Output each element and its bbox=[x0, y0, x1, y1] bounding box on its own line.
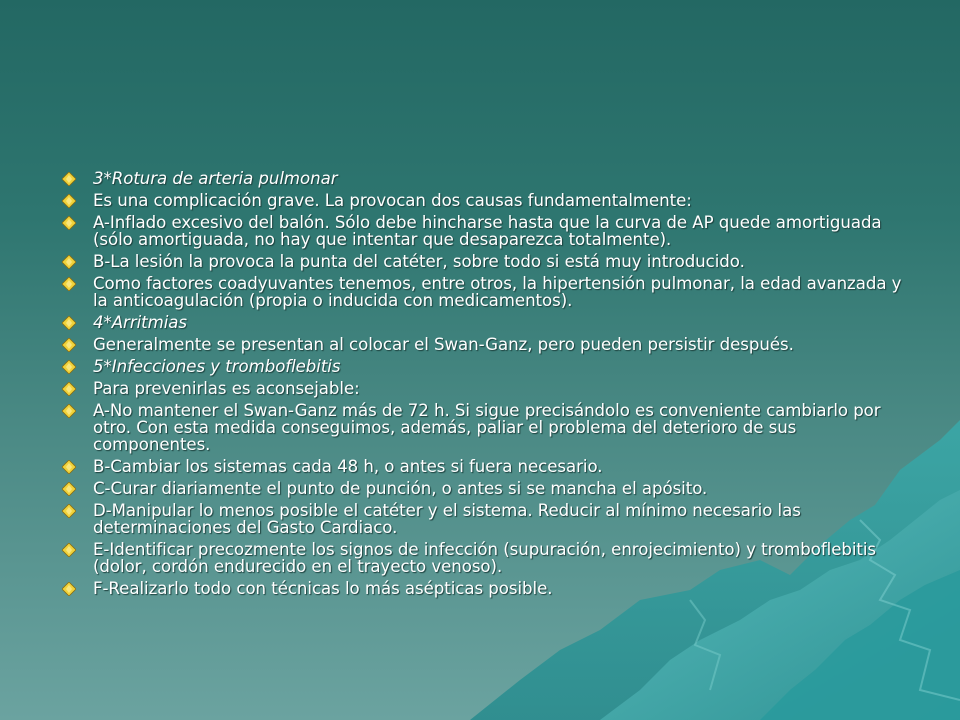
diamond-bullet-icon bbox=[62, 216, 76, 230]
diamond-bullet-icon bbox=[62, 194, 76, 208]
list-item-text: Generalmente se presentan al colocar el Swan-Ganz, pero pueden persistir después. bbox=[93, 335, 794, 354]
diamond-bullet-icon bbox=[62, 482, 76, 496]
list-item-text: C-Curar diariamente el punto de punción, o antes si se mancha el apósito. bbox=[93, 479, 708, 498]
list-item-text: B-La lesión la provoca la punta del catéter, sobre todo si está muy introducido. bbox=[93, 252, 745, 271]
diamond-bullet-icon bbox=[62, 460, 76, 474]
list-item bbox=[62, 314, 912, 331]
bullet-list bbox=[62, 170, 912, 597]
list-item bbox=[62, 541, 912, 575]
diamond-bullet-icon bbox=[62, 360, 76, 374]
list-item bbox=[62, 480, 912, 497]
list-item-text: A-Inflado excesivo del balón. Sólo debe hincharse hasta que la curva de AP quede amortiguada (sólo amortiguada, no hay que intentar que desaparezca totalmente). bbox=[93, 213, 882, 249]
list-item bbox=[62, 580, 912, 597]
diamond-bullet-icon bbox=[62, 404, 76, 418]
list-item-text: 4*Arritmias bbox=[93, 313, 188, 332]
diamond-bullet-icon bbox=[62, 316, 76, 330]
list-item bbox=[62, 402, 912, 453]
list-item-text: Es una complicación grave. La provocan dos causas fundamentalmente: bbox=[93, 191, 692, 210]
list-item-text: D-Manipular lo menos posible el catéter y el sistema. Reducir al mínimo necesario las determinaciones del Gasto Cardiaco. bbox=[93, 501, 801, 537]
list-item-text: F-Realizarlo todo con técnicas lo más asépticas posible. bbox=[93, 579, 553, 598]
list-item-text: B-Cambiar los sistemas cada 48 h, o antes si fuera necesario. bbox=[93, 457, 603, 476]
list-item bbox=[62, 275, 912, 309]
diamond-bullet-icon bbox=[62, 504, 76, 518]
list-item bbox=[62, 192, 912, 209]
list-item-text: E-Identificar precozmente los signos de infección (supuración, enrojecimiento) y tromboflebitis (dolor, cordón endurecido en el trayecto venoso). bbox=[93, 540, 877, 576]
list-item bbox=[62, 336, 912, 353]
list-item-text: 5*Infecciones y tromboflebitis bbox=[93, 357, 341, 376]
list-item-text: A-No mantener el Swan-Ganz más de 72 h. Si sigue precisándolo es conveniente cambiarlo por otro. Con esta medida conseguimos, además, paliar el problema del deterioro de sus componentes. bbox=[93, 401, 881, 454]
diamond-bullet-icon bbox=[62, 582, 76, 596]
list-item bbox=[62, 380, 912, 397]
list-item bbox=[62, 214, 912, 248]
diamond-bullet-icon bbox=[62, 172, 76, 186]
list-item-text: Para prevenirlas es aconsejable: bbox=[93, 379, 360, 398]
diamond-bullet-icon bbox=[62, 382, 76, 396]
diamond-bullet-icon bbox=[62, 338, 76, 352]
diamond-bullet-icon bbox=[62, 543, 76, 557]
list-item bbox=[62, 253, 912, 270]
list-item bbox=[62, 358, 912, 375]
list-item bbox=[62, 458, 912, 475]
bullet-list-region bbox=[62, 170, 912, 602]
list-item bbox=[62, 170, 912, 187]
diamond-bullet-icon bbox=[62, 277, 76, 291]
list-item bbox=[62, 502, 912, 536]
list-item-text: Como factores coadyuvantes tenemos, entre otros, la hipertensión pulmonar, la edad avanzada y la anticoagulación (propia o inducida con medicamentos). bbox=[93, 274, 902, 310]
list-item-text: 3*Rotura de arteria pulmonar bbox=[93, 169, 338, 188]
diamond-bullet-icon bbox=[62, 255, 76, 269]
